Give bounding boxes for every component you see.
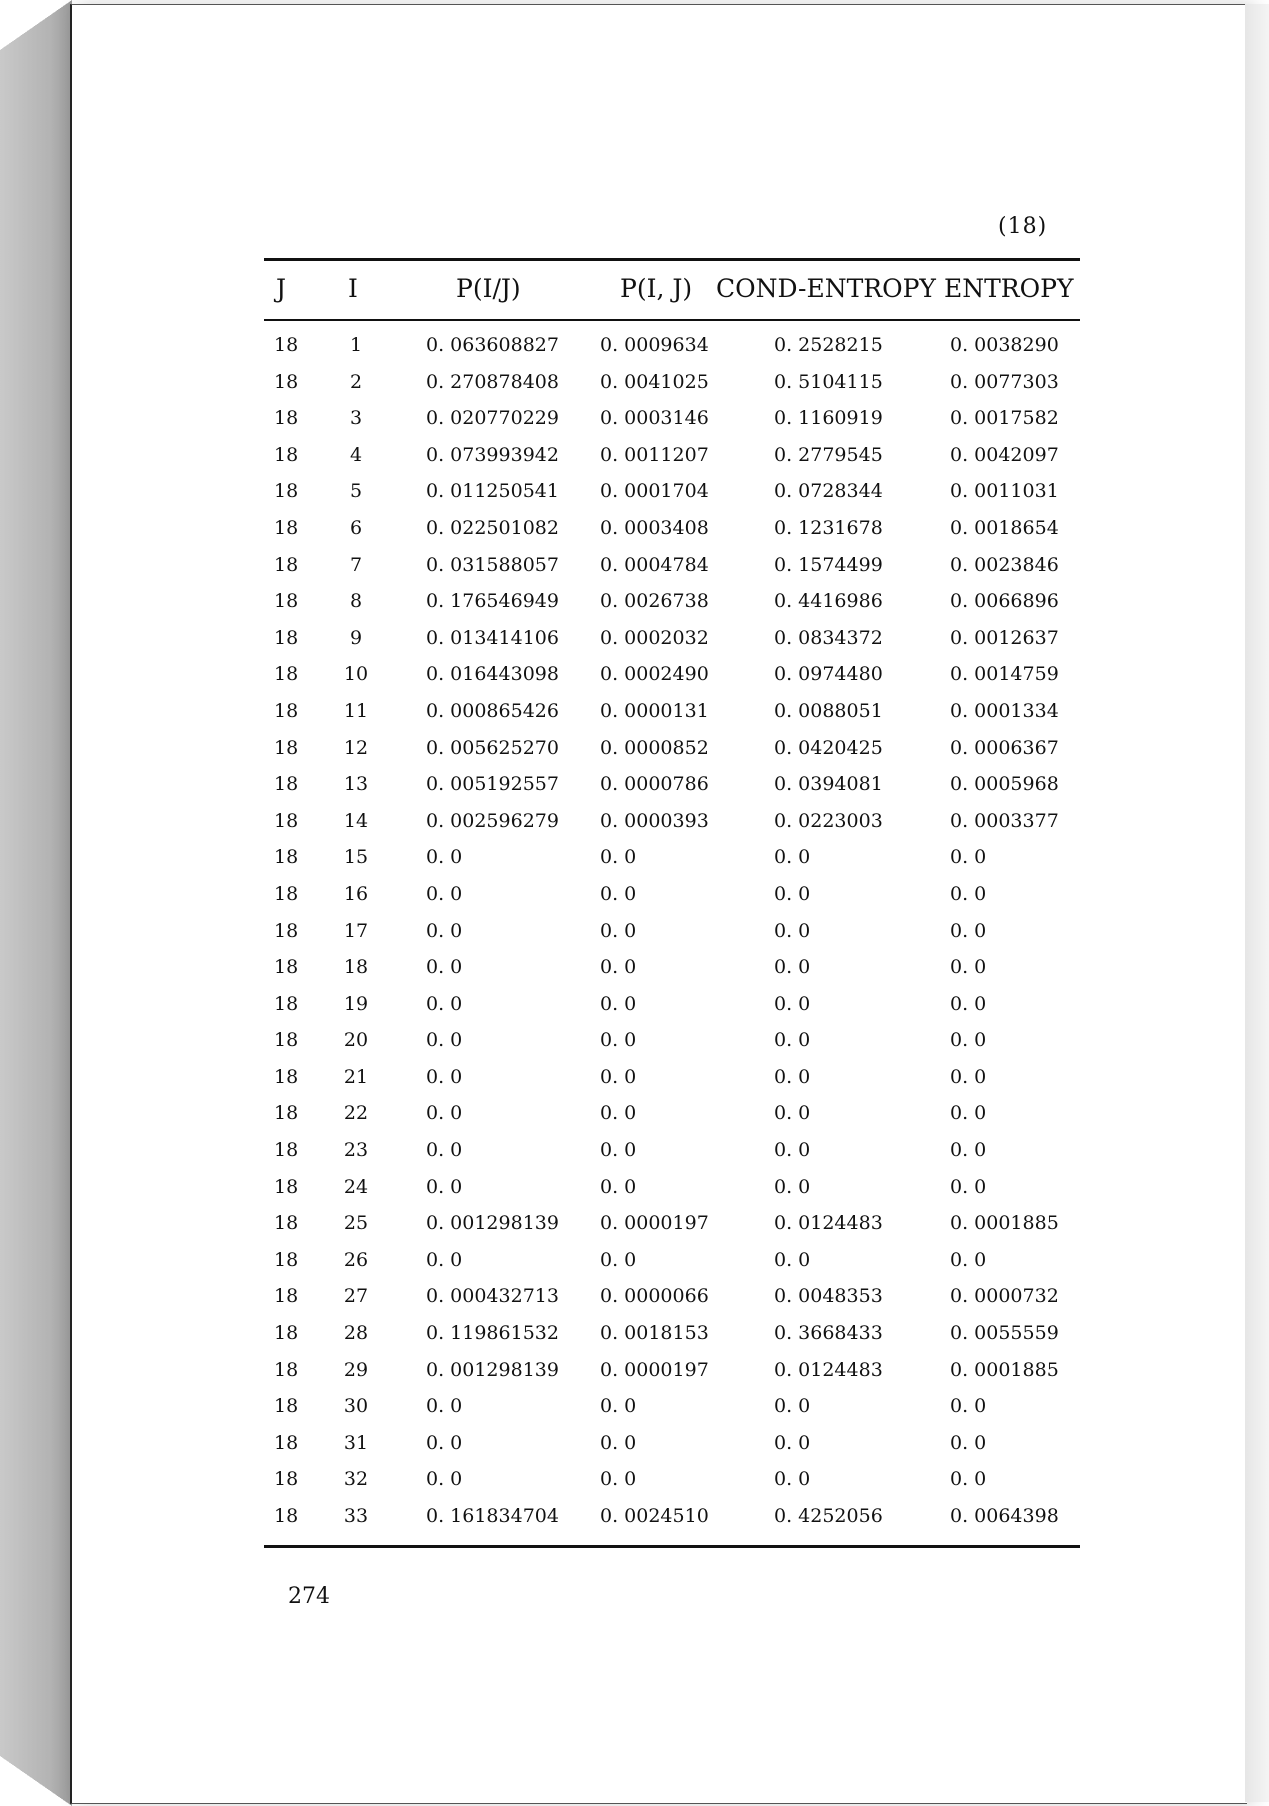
- cell-p-i-given-j: 0. 0: [426, 882, 463, 905]
- table-bottom-rule: [264, 1545, 1080, 1548]
- cell-cond-entropy: 0. 0124483: [774, 1358, 883, 1381]
- table-row: [264, 1102, 1080, 1139]
- cell-j: 18: [274, 773, 299, 796]
- cell-p-i-j: 0. 0: [600, 1395, 637, 1418]
- cell-entropy: 0. 0064398: [950, 1505, 1059, 1527]
- table-row: [264, 810, 1080, 847]
- cell-entropy: 0. 0: [950, 919, 987, 942]
- table-row: [264, 663, 1080, 700]
- cell-entropy: 0. 0000732: [950, 1285, 1059, 1308]
- table-row: [264, 1212, 1080, 1249]
- cell-p-i-given-j: 0. 001298139: [426, 1212, 559, 1235]
- cell-j: 18: [274, 699, 299, 722]
- cell-p-i-j: 0. 0: [600, 919, 637, 942]
- cell-cond-entropy: 0. 0: [774, 1029, 811, 1052]
- cell-p-i-j: 0. 0018153: [600, 1322, 709, 1345]
- table-row: [264, 371, 1080, 408]
- cell-entropy: 0. 0: [950, 992, 987, 1015]
- cell-i: 18: [343, 956, 369, 979]
- cell-p-i-j: 0. 0: [600, 956, 637, 979]
- cell-p-i-given-j: 0. 270878408: [426, 370, 559, 393]
- cell-cond-entropy: 0. 0834372: [774, 626, 883, 649]
- cell-p-i-given-j: 0. 0: [426, 1431, 463, 1454]
- cell-entropy: 0. 0: [950, 1029, 987, 1052]
- table-row: [264, 846, 1080, 883]
- cell-p-i-j: 0. 0001704: [600, 480, 709, 503]
- cell-entropy: 0. 0003377: [950, 809, 1059, 832]
- cell-entropy: 0. 0018654: [950, 516, 1059, 539]
- cell-p-i-given-j: 0. 0: [426, 1248, 463, 1271]
- cell-cond-entropy: 0. 0: [774, 919, 811, 942]
- cell-i: 31: [343, 1431, 369, 1454]
- cell-entropy: 0. 0001885: [950, 1212, 1059, 1235]
- cell-i: 20: [343, 1029, 369, 1052]
- table-row: [264, 1432, 1080, 1469]
- cell-j: 18: [274, 1065, 299, 1088]
- cell-i: 1: [349, 334, 363, 356]
- cell-p-i-j: 0. 0026738: [600, 590, 709, 613]
- table-row: [264, 1322, 1080, 1359]
- cell-entropy: 0. 0001334: [950, 699, 1059, 722]
- cell-j: 18: [274, 1029, 299, 1052]
- cell-p-i-given-j: 0. 063608827: [426, 334, 559, 356]
- cell-i: 10: [343, 663, 369, 686]
- cell-p-i-j: 0. 0011207: [600, 443, 709, 466]
- cell-cond-entropy: 0. 0: [774, 956, 811, 979]
- book-edge-corner-top: [0, 0, 72, 50]
- cell-p-i-given-j: 0. 005192557: [426, 773, 559, 796]
- cell-p-i-j: 0. 0004784: [600, 553, 709, 576]
- header-p-i-given-j: P(I/J): [456, 274, 521, 303]
- page-right-shadow: [1245, 4, 1269, 1802]
- cell-p-i-given-j: 0. 031588057: [426, 553, 559, 576]
- cell-cond-entropy: 0. 0394081: [774, 773, 883, 796]
- cell-cond-entropy: 0. 0: [774, 1102, 811, 1125]
- cell-j: 18: [274, 1431, 299, 1454]
- table-row: [264, 1066, 1080, 1103]
- cell-entropy: 0. 0006367: [950, 736, 1059, 759]
- cell-entropy: 0. 0042097: [950, 443, 1059, 466]
- cell-i: 14: [343, 809, 369, 832]
- cell-p-i-j: 0. 0000131: [600, 699, 709, 722]
- cell-cond-entropy: 0. 0: [774, 846, 811, 869]
- cell-j: 18: [274, 516, 299, 539]
- cell-p-i-j: 0. 0000786: [600, 773, 709, 796]
- cell-cond-entropy: 0. 5104115: [774, 370, 883, 393]
- cell-p-i-given-j: 0. 073993942: [426, 443, 559, 466]
- cell-i: 4: [349, 443, 363, 466]
- header-i: I: [348, 274, 358, 303]
- cell-j: 18: [274, 736, 299, 759]
- cell-entropy: 0. 0: [950, 1102, 987, 1125]
- table-row: [264, 737, 1080, 774]
- cell-i: 12: [343, 736, 369, 759]
- cell-cond-entropy: 0. 0048353: [774, 1285, 883, 1308]
- table-row: [264, 1249, 1080, 1286]
- cell-entropy: 0. 0: [950, 1065, 987, 1088]
- cell-cond-entropy: 0. 0: [774, 1065, 811, 1088]
- cell-j: 18: [274, 1248, 299, 1271]
- cell-p-i-given-j: 0. 176546949: [426, 590, 559, 613]
- table-row: [264, 1176, 1080, 1213]
- cell-p-i-given-j: 0. 000865426: [426, 699, 559, 722]
- cell-i: 21: [343, 1065, 369, 1088]
- cell-p-i-j: 0. 0: [600, 1029, 637, 1052]
- cell-j: 18: [274, 480, 299, 503]
- cell-cond-entropy: 0. 0124483: [774, 1212, 883, 1235]
- cell-p-i-j: 0. 0041025: [600, 370, 709, 393]
- cell-cond-entropy: 0. 0: [774, 1175, 811, 1198]
- cell-j: 18: [274, 1322, 299, 1345]
- cell-j: 18: [274, 809, 299, 832]
- table-row: [264, 920, 1080, 957]
- cell-i: 32: [343, 1468, 369, 1491]
- cell-cond-entropy: 0. 1231678: [774, 516, 883, 539]
- table-row: [264, 627, 1080, 664]
- cell-entropy: 0. 0038290: [950, 334, 1059, 356]
- cell-cond-entropy: 0. 4252056: [774, 1505, 883, 1527]
- cell-p-i-j: 0. 0000066: [600, 1285, 709, 1308]
- cell-p-i-j: 0. 0003408: [600, 516, 709, 539]
- cell-cond-entropy: 0. 0: [774, 1395, 811, 1418]
- cell-j: 18: [274, 663, 299, 686]
- header-p-i-j: P(I, J): [620, 274, 693, 303]
- cell-p-i-j: 0. 0: [600, 1139, 637, 1162]
- cell-i: 27: [343, 1285, 369, 1308]
- cell-p-i-given-j: 0. 0: [426, 1139, 463, 1162]
- cell-p-i-given-j: 0. 022501082: [426, 516, 559, 539]
- cell-cond-entropy: 0. 1574499: [774, 553, 883, 576]
- cell-entropy: 0. 0001885: [950, 1358, 1059, 1381]
- cell-p-i-given-j: 0. 002596279: [426, 809, 559, 832]
- cell-p-i-given-j: 0. 0: [426, 1102, 463, 1125]
- table-row: [264, 773, 1080, 810]
- cell-i: 11: [343, 699, 369, 722]
- cell-cond-entropy: 0. 0: [774, 1139, 811, 1162]
- table-top-rule: [264, 258, 1080, 261]
- cell-i: 13: [343, 773, 369, 796]
- cell-entropy: 0. 0055559: [950, 1322, 1059, 1345]
- cell-i: 24: [343, 1175, 369, 1198]
- cell-j: 18: [274, 1395, 299, 1418]
- cell-j: 18: [274, 1285, 299, 1308]
- cell-j: 18: [274, 590, 299, 613]
- cell-j: 18: [274, 992, 299, 1015]
- table-row: [264, 334, 1080, 371]
- cell-entropy: 0. 0: [950, 1395, 987, 1418]
- cell-p-i-given-j: 0. 020770229: [426, 407, 559, 430]
- cell-entropy: 0. 0: [950, 1431, 987, 1454]
- cell-p-i-j: 0. 0000197: [600, 1358, 709, 1381]
- cell-cond-entropy: 0. 0: [774, 992, 811, 1015]
- cell-i: 5: [349, 480, 363, 503]
- cell-i: 23: [343, 1139, 369, 1162]
- cell-i: 16: [343, 882, 369, 905]
- cell-p-i-given-j: 0. 0: [426, 1468, 463, 1491]
- cell-p-i-given-j: 0. 011250541: [426, 480, 559, 503]
- cell-p-i-given-j: 0. 000432713: [426, 1285, 559, 1308]
- header-entropy: ENTROPY: [944, 274, 1074, 303]
- cell-p-i-given-j: 0. 0: [426, 1175, 463, 1198]
- cell-entropy: 0. 0023846: [950, 553, 1059, 576]
- page-section-label: (18): [998, 214, 1048, 239]
- cell-p-i-j: 0. 0000393: [600, 809, 709, 832]
- cell-i: 25: [343, 1212, 369, 1235]
- cell-p-i-j: 0. 0002032: [600, 626, 709, 649]
- cell-p-i-given-j: 0. 0: [426, 992, 463, 1015]
- cell-i: 7: [349, 553, 363, 576]
- cell-j: 18: [274, 626, 299, 649]
- cell-cond-entropy: 0. 4416986: [774, 590, 883, 613]
- table-row: [264, 1468, 1080, 1505]
- table-row: [264, 1359, 1080, 1396]
- cell-cond-entropy: 0. 0420425: [774, 736, 883, 759]
- table-row: [264, 554, 1080, 591]
- cell-i: 29: [343, 1358, 369, 1381]
- cell-cond-entropy: 0. 0: [774, 1431, 811, 1454]
- cell-p-i-given-j: 0. 0: [426, 1395, 463, 1418]
- cell-cond-entropy: 0. 0: [774, 1248, 811, 1271]
- header-cond-entropy: COND-ENTROPY: [716, 274, 936, 303]
- cell-p-i-given-j: 0. 013414106: [426, 626, 559, 649]
- cell-j: 18: [274, 919, 299, 942]
- cell-cond-entropy: 0. 0088051: [774, 699, 883, 722]
- table-header-rule: [264, 319, 1080, 321]
- cell-i: 28: [343, 1322, 369, 1345]
- cell-j: 18: [274, 956, 299, 979]
- cell-j: 18: [274, 443, 299, 466]
- cell-j: 18: [274, 407, 299, 430]
- table-row: [264, 407, 1080, 444]
- cell-p-i-j: 0. 0024510: [600, 1505, 709, 1527]
- cell-p-i-j: 0. 0000197: [600, 1212, 709, 1235]
- cell-cond-entropy: 0. 0: [774, 882, 811, 905]
- cell-i: 19: [343, 992, 369, 1015]
- cell-j: 18: [274, 882, 299, 905]
- cell-i: 30: [343, 1395, 369, 1418]
- table-row: [264, 956, 1080, 993]
- table-row: [264, 480, 1080, 517]
- cell-cond-entropy: 0. 0974480: [774, 663, 883, 686]
- cell-j: 18: [274, 553, 299, 576]
- cell-p-i-j: 0. 0003146: [600, 407, 709, 430]
- cell-p-i-j: 0. 0000852: [600, 736, 709, 759]
- cell-p-i-j: 0. 0009634: [600, 334, 709, 356]
- cell-p-i-j: 0. 0: [600, 1175, 637, 1198]
- cell-i: 3: [349, 407, 363, 430]
- cell-i: 22: [343, 1102, 369, 1125]
- book-edge-corner-bottom: [0, 1756, 72, 1806]
- cell-i: 17: [343, 919, 369, 942]
- table-row: [264, 1505, 1080, 1542]
- cell-entropy: 0. 0066896: [950, 590, 1059, 613]
- cell-i: 33: [343, 1505, 369, 1527]
- cell-j: 18: [274, 1175, 299, 1198]
- cell-j: 18: [274, 370, 299, 393]
- cell-i: 26: [343, 1248, 369, 1271]
- cell-entropy: 0. 0: [950, 1248, 987, 1271]
- cell-entropy: 0. 0077303: [950, 370, 1059, 393]
- cell-j: 18: [274, 1102, 299, 1125]
- cell-j: 18: [274, 1139, 299, 1162]
- cell-p-i-j: 0. 0: [600, 992, 637, 1015]
- cell-entropy: 0. 0011031: [950, 480, 1059, 503]
- page-number: 274: [288, 1584, 330, 1609]
- table-row: [264, 444, 1080, 481]
- cell-i: 15: [343, 846, 369, 869]
- cell-p-i-given-j: 0. 016443098: [426, 663, 559, 686]
- cell-j: 18: [274, 1212, 299, 1235]
- cell-p-i-j: 0. 0002490: [600, 663, 709, 686]
- table-row: [264, 1029, 1080, 1066]
- cell-cond-entropy: 0. 0728344: [774, 480, 883, 503]
- cell-cond-entropy: 0. 2779545: [774, 443, 883, 466]
- cell-j: 18: [274, 1358, 299, 1381]
- cell-p-i-j: 0. 0: [600, 1248, 637, 1271]
- cell-p-i-given-j: 0. 0: [426, 919, 463, 942]
- cell-j: 18: [274, 1505, 299, 1527]
- table-header-row: [264, 270, 1080, 314]
- cell-p-i-given-j: 0. 001298139: [426, 1358, 559, 1381]
- cell-p-i-j: 0. 0: [600, 846, 637, 869]
- cell-p-i-given-j: 0. 0: [426, 846, 463, 869]
- book-cover-edge: [0, 0, 72, 1806]
- cell-entropy: 0. 0: [950, 1139, 987, 1162]
- table-row: [264, 993, 1080, 1030]
- cell-cond-entropy: 0. 1160919: [774, 407, 883, 430]
- table-body: [264, 334, 1080, 1542]
- header-j: J: [276, 274, 287, 303]
- cell-entropy: 0. 0014759: [950, 663, 1059, 686]
- cell-p-i-given-j: 0. 0: [426, 1029, 463, 1052]
- table-row: [264, 1285, 1080, 1322]
- cell-p-i-j: 0. 0: [600, 1468, 637, 1491]
- cell-i: 9: [349, 626, 363, 649]
- table-row: [264, 883, 1080, 920]
- cell-entropy: 0. 0017582: [950, 407, 1059, 430]
- cell-entropy: 0. 0005968: [950, 773, 1059, 796]
- cell-entropy: 0. 0012637: [950, 626, 1059, 649]
- cell-j: 18: [274, 846, 299, 869]
- cell-j: 18: [274, 1468, 299, 1491]
- table-row: [264, 1395, 1080, 1432]
- cell-i: 2: [349, 370, 363, 393]
- cell-p-i-given-j: 0. 0: [426, 1065, 463, 1088]
- table-row: [264, 1139, 1080, 1176]
- cell-cond-entropy: 0. 0223003: [774, 809, 883, 832]
- table-row: [264, 590, 1080, 627]
- cell-p-i-j: 0. 0: [600, 1102, 637, 1125]
- cell-entropy: 0. 0: [950, 1175, 987, 1198]
- cell-entropy: 0. 0: [950, 882, 987, 905]
- cell-p-i-given-j: 0. 005625270: [426, 736, 559, 759]
- cell-entropy: 0. 0: [950, 846, 987, 869]
- cell-p-i-j: 0. 0: [600, 1431, 637, 1454]
- table-row: [264, 517, 1080, 554]
- cell-p-i-given-j: 0. 119861532: [426, 1322, 559, 1345]
- cell-cond-entropy: 0. 0: [774, 1468, 811, 1491]
- cell-i: 8: [349, 590, 363, 613]
- table-row: [264, 700, 1080, 737]
- cell-p-i-given-j: 0. 161834704: [426, 1505, 559, 1527]
- cell-j: 18: [274, 334, 299, 356]
- cell-entropy: 0. 0: [950, 1468, 987, 1491]
- cell-p-i-j: 0. 0: [600, 1065, 637, 1088]
- cell-entropy: 0. 0: [950, 956, 987, 979]
- cell-p-i-j: 0. 0: [600, 882, 637, 905]
- cell-cond-entropy: 0. 2528215: [774, 334, 883, 356]
- cell-p-i-given-j: 0. 0: [426, 956, 463, 979]
- cell-cond-entropy: 0. 3668433: [774, 1322, 883, 1345]
- cell-i: 6: [349, 516, 363, 539]
